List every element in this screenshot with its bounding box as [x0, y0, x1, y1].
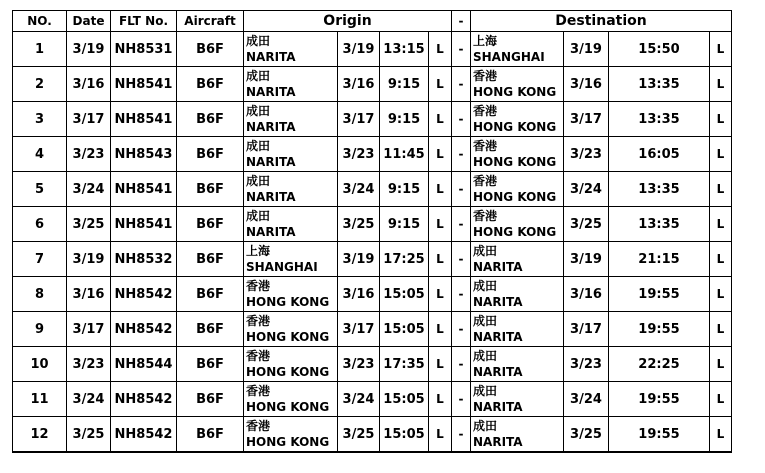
origin-city-local-name: 成田: [246, 34, 271, 48]
destination-city: [471, 312, 564, 347]
row-aircraft: B6F: [177, 242, 244, 277]
destination-class: L: [710, 382, 732, 417]
origin-city: [244, 277, 338, 312]
origin-city-name: SHANGHAI: [246, 260, 318, 274]
origin-city-local-name: 成田: [246, 174, 271, 188]
destination-city-name: HONG KONG: [473, 155, 557, 169]
destination-class: L: [710, 32, 732, 67]
row-date: 3/17: [67, 102, 111, 137]
destination-class: L: [710, 312, 732, 347]
origin-class: L: [429, 32, 452, 67]
destination-class: L: [710, 137, 732, 172]
origin-time: 15:05: [380, 277, 429, 312]
origin-time: 17:25: [380, 242, 429, 277]
origin-city: [244, 102, 338, 137]
origin-date: 3/17: [338, 102, 380, 137]
destination-date: 3/16: [564, 277, 609, 312]
row-date: 3/17: [67, 312, 111, 347]
destination-class: L: [710, 417, 732, 453]
row-aircraft: B6F: [177, 67, 244, 102]
destination-city: [471, 242, 564, 277]
row-date: 3/25: [67, 417, 111, 453]
row-separator: -: [452, 277, 471, 312]
origin-city-local-name: 成田: [246, 69, 271, 83]
destination-class: L: [710, 207, 732, 242]
destination-date: 3/16: [564, 67, 609, 102]
row-no: 1: [13, 32, 67, 67]
row-date: 3/24: [67, 172, 111, 207]
table-row: [13, 172, 732, 207]
origin-date: 3/19: [338, 32, 380, 67]
origin-city: [244, 207, 338, 242]
destination-city-local-name: 香港: [473, 139, 498, 153]
destination-date: 3/19: [564, 242, 609, 277]
destination-city: [471, 67, 564, 102]
origin-city-name: NARITA: [246, 155, 296, 169]
header-no: NO.: [13, 11, 67, 32]
destination-city: [471, 102, 564, 137]
origin-city-local-name: 香港: [246, 419, 271, 433]
origin-date: 3/23: [338, 137, 380, 172]
origin-time: 11:45: [380, 137, 429, 172]
row-aircraft: B6F: [177, 312, 244, 347]
destination-city-local-name: 香港: [473, 209, 498, 223]
destination-city-local-name: 成田: [473, 419, 498, 433]
table-row: [13, 67, 732, 102]
row-flight-no: NH8544: [111, 347, 177, 382]
row-flight-no: NH8542: [111, 382, 177, 417]
origin-class: L: [429, 277, 452, 312]
destination-city-name: HONG KONG: [473, 190, 557, 204]
origin-city-name: HONG KONG: [246, 330, 330, 344]
row-separator: -: [452, 32, 471, 67]
row-date: 3/24: [67, 382, 111, 417]
destination-city-local-name: 香港: [473, 104, 498, 118]
destination-date: 3/19: [564, 32, 609, 67]
row-date: 3/16: [67, 67, 111, 102]
origin-city-name: HONG KONG: [246, 400, 330, 414]
row-aircraft: B6F: [177, 347, 244, 382]
destination-time: 19:55: [609, 417, 710, 453]
origin-class: L: [429, 417, 452, 453]
origin-city: [244, 242, 338, 277]
destination-city-name: NARITA: [473, 400, 523, 414]
header-date: Date: [67, 11, 111, 32]
destination-date: 3/23: [564, 137, 609, 172]
origin-time: 13:15: [380, 32, 429, 67]
header-row: [13, 11, 732, 32]
destination-class: L: [710, 172, 732, 207]
destination-time: 16:05: [609, 137, 710, 172]
origin-class: L: [429, 382, 452, 417]
row-no: 3: [13, 102, 67, 137]
origin-time: 9:15: [380, 67, 429, 102]
row-separator: -: [452, 172, 471, 207]
origin-city-local-name: 上海: [246, 244, 271, 258]
destination-date: 3/25: [564, 207, 609, 242]
destination-city-name: NARITA: [473, 435, 523, 449]
row-aircraft: B6F: [177, 417, 244, 453]
destination-city-local-name: 成田: [473, 349, 498, 363]
row-flight-no: NH8543: [111, 137, 177, 172]
destination-class: L: [710, 67, 732, 102]
row-no: 5: [13, 172, 67, 207]
origin-time: 15:05: [380, 382, 429, 417]
row-flight-no: NH8531: [111, 32, 177, 67]
destination-date: 3/23: [564, 347, 609, 382]
origin-city: [244, 172, 338, 207]
destination-city-name: HONG KONG: [473, 120, 557, 134]
origin-date: 3/24: [338, 172, 380, 207]
origin-city-local-name: 香港: [246, 384, 271, 398]
row-aircraft: B6F: [177, 207, 244, 242]
origin-city-name: NARITA: [246, 190, 296, 204]
origin-city: [244, 67, 338, 102]
flight-schedule-table: [12, 10, 732, 453]
origin-class: L: [429, 207, 452, 242]
origin-date: 3/24: [338, 382, 380, 417]
destination-city-name: SHANGHAI: [473, 50, 545, 64]
destination-date: 3/25: [564, 417, 609, 453]
origin-city-local-name: 香港: [246, 279, 271, 293]
row-no: 8: [13, 277, 67, 312]
destination-city-name: NARITA: [473, 295, 523, 309]
origin-city-name: HONG KONG: [246, 435, 330, 449]
origin-date: 3/19: [338, 242, 380, 277]
destination-time: 19:55: [609, 277, 710, 312]
destination-city-name: NARITA: [473, 260, 523, 274]
row-flight-no: NH8532: [111, 242, 177, 277]
destination-time: 19:55: [609, 382, 710, 417]
header-destination: Destination: [471, 11, 732, 32]
row-separator: -: [452, 347, 471, 382]
row-date: 3/16: [67, 277, 111, 312]
table-row: [13, 207, 732, 242]
origin-date: 3/16: [338, 277, 380, 312]
origin-time: 17:35: [380, 347, 429, 382]
destination-city-name: NARITA: [473, 330, 523, 344]
origin-city: [244, 347, 338, 382]
destination-time: 21:15: [609, 242, 710, 277]
table-row: [13, 382, 732, 417]
destination-time: 15:50: [609, 32, 710, 67]
origin-city-local-name: 成田: [246, 139, 271, 153]
row-separator: -: [452, 382, 471, 417]
destination-city: [471, 207, 564, 242]
table-row: [13, 417, 732, 453]
origin-city-name: NARITA: [246, 50, 296, 64]
destination-date: 3/24: [564, 382, 609, 417]
row-date: 3/25: [67, 207, 111, 242]
row-aircraft: B6F: [177, 172, 244, 207]
destination-class: L: [710, 347, 732, 382]
header-aircraft: Aircraft: [177, 11, 244, 32]
row-no: 12: [13, 417, 67, 453]
origin-city: [244, 382, 338, 417]
origin-city: [244, 32, 338, 67]
row-no: 10: [13, 347, 67, 382]
row-aircraft: B6F: [177, 102, 244, 137]
row-no: 4: [13, 137, 67, 172]
table-row: [13, 137, 732, 172]
row-date: 3/19: [67, 32, 111, 67]
header-separator: -: [452, 11, 471, 32]
destination-time: 19:55: [609, 312, 710, 347]
destination-city: [471, 417, 564, 453]
row-no: 6: [13, 207, 67, 242]
destination-time: 13:35: [609, 172, 710, 207]
destination-time: 13:35: [609, 67, 710, 102]
row-flight-no: NH8542: [111, 417, 177, 453]
destination-city-local-name: 成田: [473, 384, 498, 398]
destination-city-local-name: 成田: [473, 314, 498, 328]
origin-city-name: NARITA: [246, 120, 296, 134]
destination-date: 3/24: [564, 172, 609, 207]
table-row: [13, 312, 732, 347]
table-row: [13, 347, 732, 382]
origin-city-local-name: 成田: [246, 104, 271, 118]
origin-class: L: [429, 312, 452, 347]
row-aircraft: B6F: [177, 277, 244, 312]
row-separator: -: [452, 207, 471, 242]
row-separator: -: [452, 137, 471, 172]
destination-time: 13:35: [609, 102, 710, 137]
row-no: 9: [13, 312, 67, 347]
origin-time: 15:05: [380, 417, 429, 453]
row-flight-no: NH8541: [111, 172, 177, 207]
table-row: [13, 32, 732, 67]
destination-time: 13:35: [609, 207, 710, 242]
origin-class: L: [429, 242, 452, 277]
origin-date: 3/23: [338, 347, 380, 382]
row-separator: -: [452, 242, 471, 277]
destination-city-local-name: 成田: [473, 279, 498, 293]
row-separator: -: [452, 67, 471, 102]
header-flt-no: FLT No.: [111, 11, 177, 32]
origin-date: 3/16: [338, 67, 380, 102]
row-flight-no: NH8542: [111, 312, 177, 347]
table-row: [13, 277, 732, 312]
origin-city-name: NARITA: [246, 225, 296, 239]
header-origin: Origin: [244, 11, 452, 32]
origin-city-name: HONG KONG: [246, 295, 330, 309]
row-separator: -: [452, 102, 471, 137]
row-flight-no: NH8541: [111, 207, 177, 242]
table-row: [13, 242, 732, 277]
destination-city-local-name: 上海: [473, 34, 498, 48]
destination-city-local-name: 香港: [473, 69, 498, 83]
origin-time: 9:15: [380, 207, 429, 242]
origin-city: [244, 312, 338, 347]
destination-city-name: NARITA: [473, 365, 523, 379]
destination-class: L: [710, 277, 732, 312]
origin-class: L: [429, 67, 452, 102]
row-date: 3/23: [67, 347, 111, 382]
destination-time: 22:25: [609, 347, 710, 382]
destination-city-local-name: 成田: [473, 244, 498, 258]
row-no: 7: [13, 242, 67, 277]
origin-class: L: [429, 102, 452, 137]
origin-date: 3/25: [338, 207, 380, 242]
row-flight-no: NH8541: [111, 102, 177, 137]
row-aircraft: B6F: [177, 382, 244, 417]
destination-city: [471, 347, 564, 382]
destination-city-local-name: 香港: [473, 174, 498, 188]
destination-city: [471, 137, 564, 172]
row-separator: -: [452, 417, 471, 453]
row-no: 2: [13, 67, 67, 102]
destination-class: L: [710, 102, 732, 137]
row-aircraft: B6F: [177, 32, 244, 67]
origin-city-local-name: 香港: [246, 349, 271, 363]
row-flight-no: NH8542: [111, 277, 177, 312]
origin-time: 9:15: [380, 172, 429, 207]
destination-city: [471, 32, 564, 67]
origin-city-local-name: 成田: [246, 209, 271, 223]
origin-date: 3/17: [338, 312, 380, 347]
origin-time: 9:15: [380, 102, 429, 137]
row-no: 11: [13, 382, 67, 417]
destination-class: L: [710, 242, 732, 277]
destination-city-name: HONG KONG: [473, 85, 557, 99]
origin-city: [244, 137, 338, 172]
origin-class: L: [429, 347, 452, 382]
origin-city-local-name: 香港: [246, 314, 271, 328]
row-flight-no: NH8541: [111, 67, 177, 102]
destination-city: [471, 277, 564, 312]
row-date: 3/19: [67, 242, 111, 277]
row-separator: -: [452, 312, 471, 347]
origin-city: [244, 417, 338, 453]
row-aircraft: B6F: [177, 137, 244, 172]
origin-class: L: [429, 172, 452, 207]
destination-city: [471, 172, 564, 207]
destination-date: 3/17: [564, 312, 609, 347]
origin-city-name: HONG KONG: [246, 365, 330, 379]
origin-city-name: NARITA: [246, 85, 296, 99]
origin-date: 3/25: [338, 417, 380, 453]
table-row: [13, 102, 732, 137]
origin-time: 15:05: [380, 312, 429, 347]
destination-date: 3/17: [564, 102, 609, 137]
origin-class: L: [429, 137, 452, 172]
destination-city: [471, 382, 564, 417]
destination-city-name: HONG KONG: [473, 225, 557, 239]
row-date: 3/23: [67, 137, 111, 172]
